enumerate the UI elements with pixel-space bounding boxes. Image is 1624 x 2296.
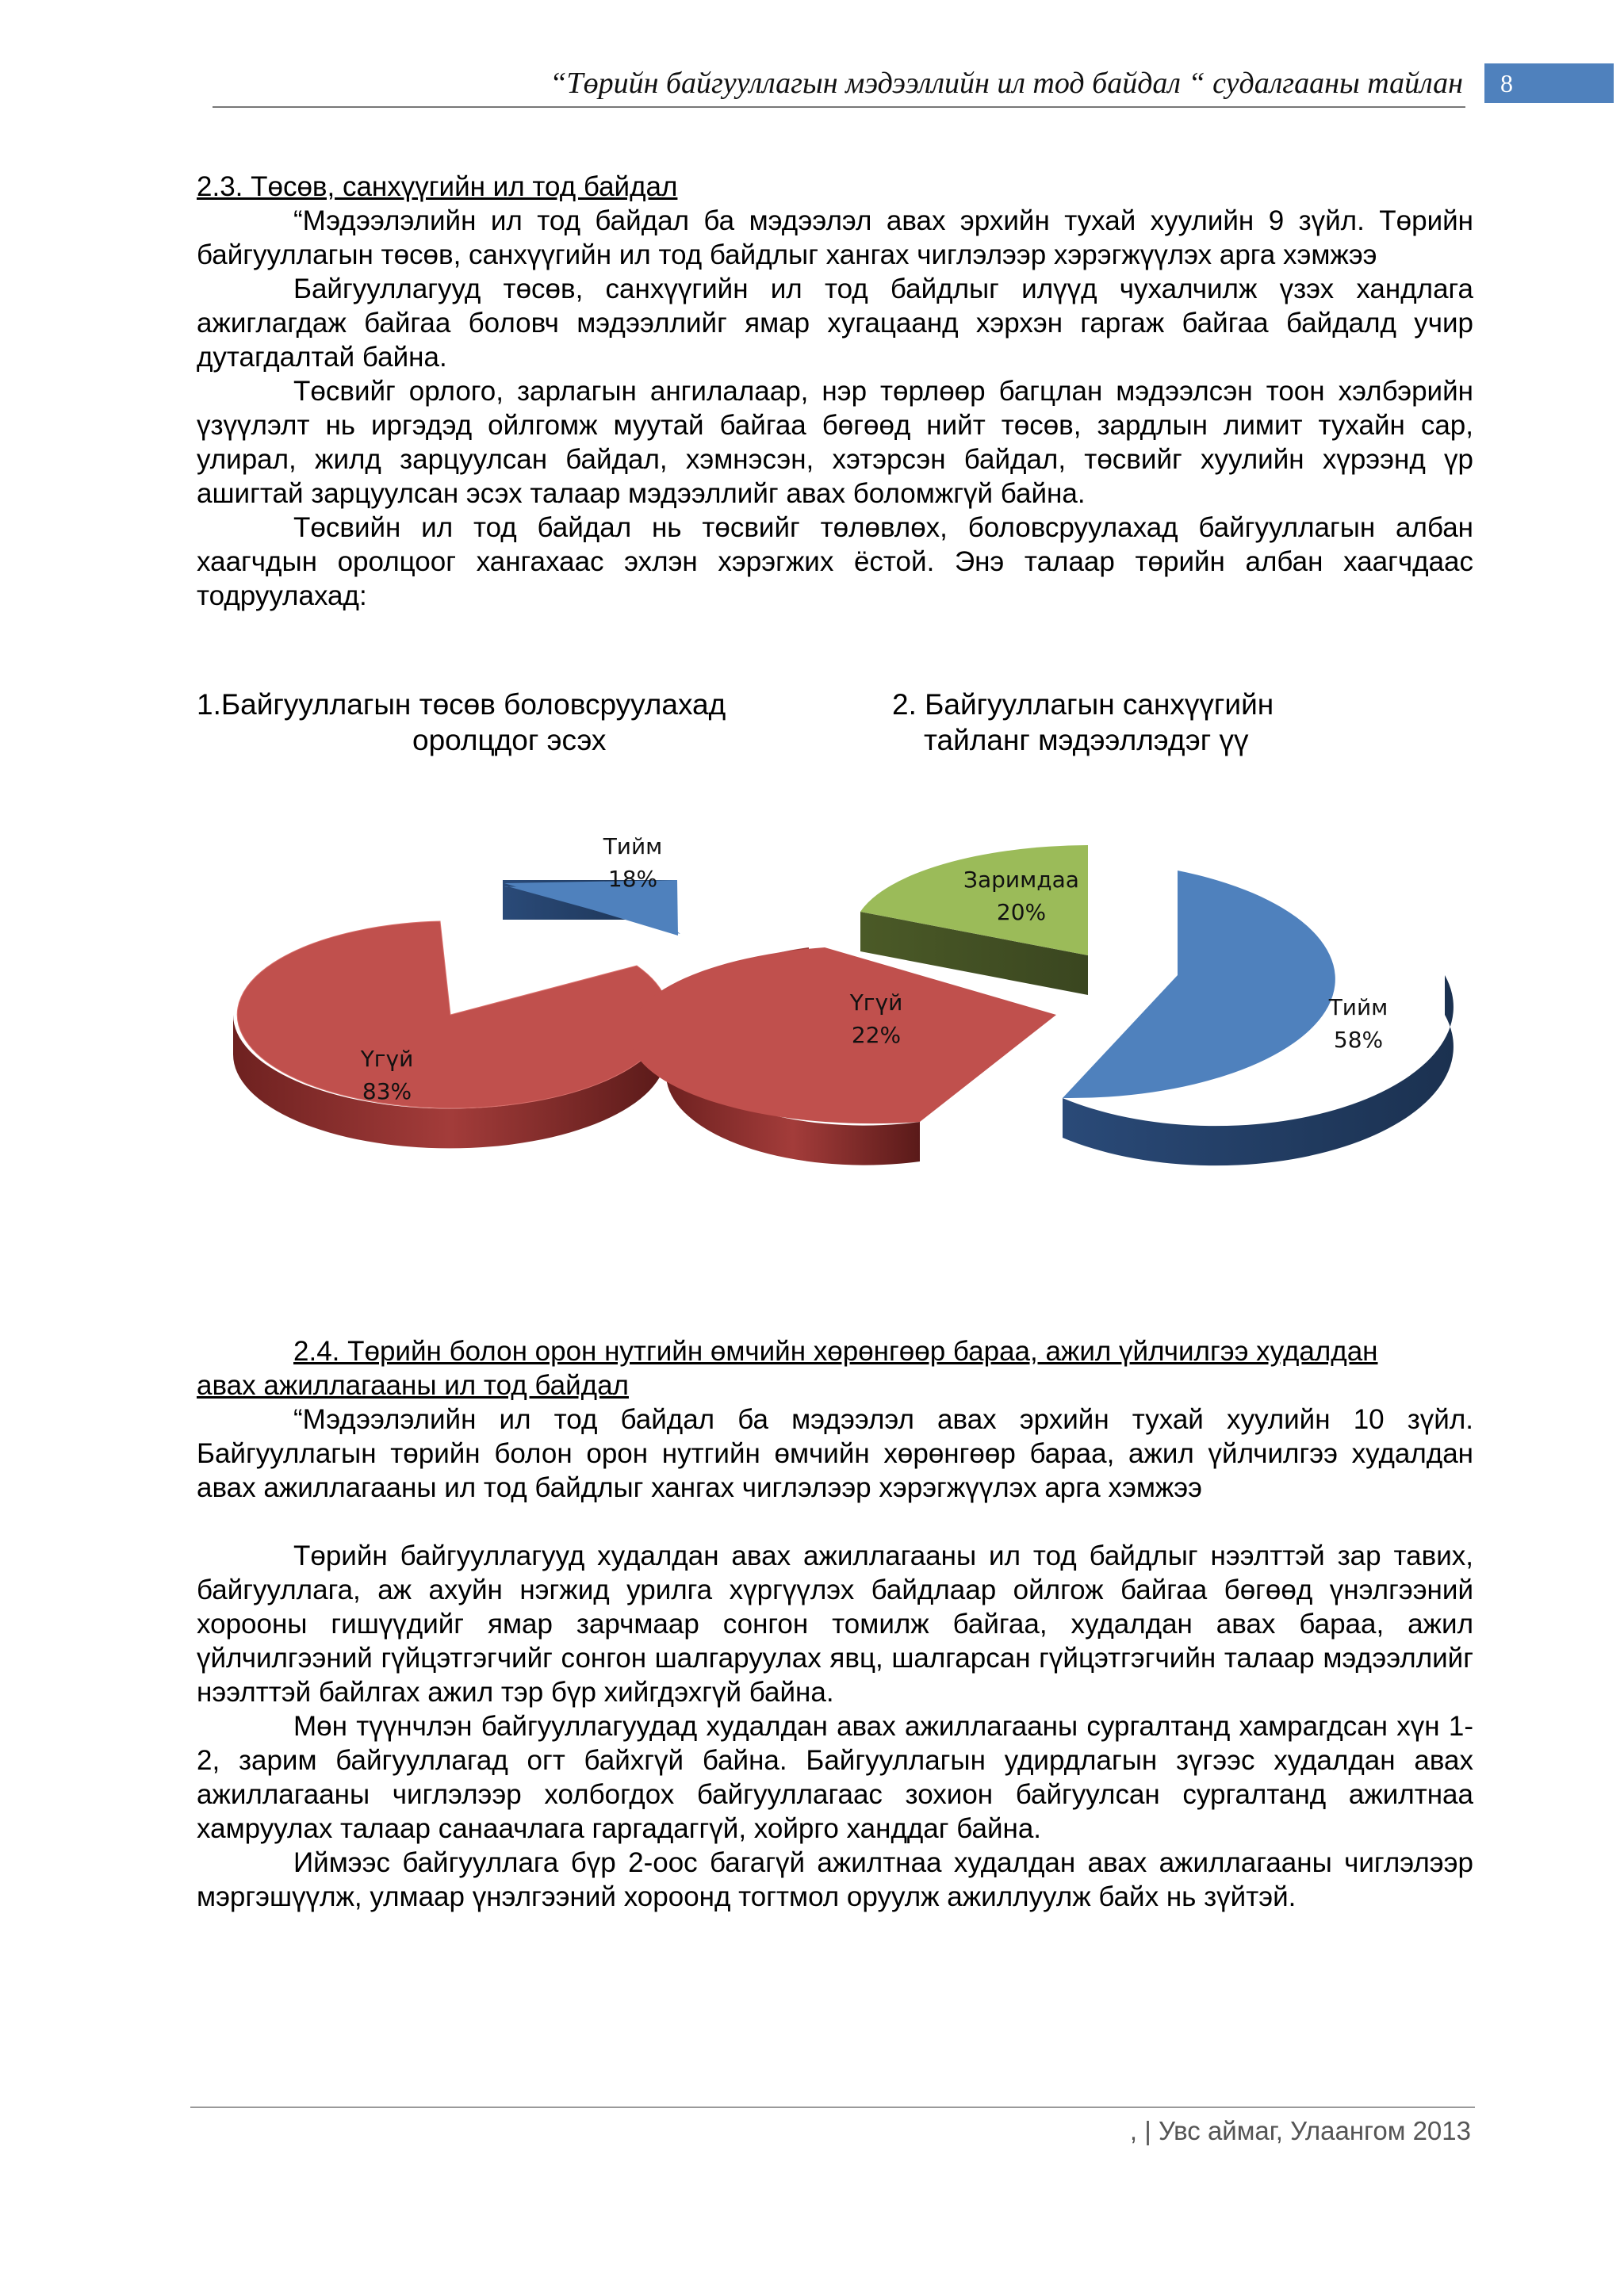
- chart2-title-line1: 2. Байгууллагын санхүүгийн: [892, 688, 1274, 721]
- value-yes: 58%: [1333, 1027, 1384, 1053]
- paragraph: Иймээс байгууллага бүр 2-оос багагүй ажилтнаа худалдан авах ажиллагааны чиглэлээр мэргэшүүлж, улмаар үнэлгээний хороонд тогтмол оруулж ажиллуулж байх нь зүйтэй.: [197, 1847, 1473, 1912]
- header-divider: [213, 106, 1465, 108]
- paragraph: Төсвийг орлого, зарлагын ангилалаар, нэр төрлөөр багцлан мэдээлсэн тоон хэлбэрийн үзүүлэлт нь иргэдэд ойлгомж муутай байгаа бөгөөд нийт төсөв, зардлын лимит тухайн сар, улирал, жилд зарцуулсан байдал, хэмнэсэн, хэтэрсэн байдал, төсвийг хуулийн хүрээнд үр ашигтай зарцуулсан эсэх талаар мэдээллийг авах боломжгүй байна.: [197, 376, 1473, 509]
- value-yes: 18%: [607, 866, 658, 892]
- label-sometimes: Заримдаа: [963, 867, 1079, 893]
- slice-blue: [1063, 871, 1335, 1098]
- paragraph: “Мэдээлэлийн ил тод байдал ба мэдээлэл авах эрхийн тухай хуулийн 10 зүйл. Байгууллагын төрийн болон орон нутгийн өмчийн хөрөнгөөр бараа, ажил үйлчилгээ худалдан авах ажиллагааны ил тод байдлыг хангах чиглэлээр хэрэгжүүлэх арга хэмжээ: [197, 1404, 1473, 1503]
- label-no: Үгүй: [849, 989, 903, 1016]
- value-sometimes: 20%: [996, 899, 1047, 925]
- spacer: [197, 1505, 1473, 1539]
- section-2-3: [197, 170, 1473, 613]
- label-no: Үгүй: [360, 1046, 414, 1072]
- paragraph: Төрийн байгууллагууд худалдан авах ажиллагааны ил тод байдлыг нээлттэй зар тавих, байгууллага, аж ахуйн нэгжид урилга хүргүүлэх байдлаар ойлгож байгаа бөгөөд үнэлгээний хорооны гишүүдийг ямар зарчмаар сонгон томилж байгаа, худалдан авах бараа, ажил үйлчилгээний гүйцэтгэгчийг сонгон шалгаруулах явц, шалгарсан гүйцэтгэгчийн талаар мэдээллийг нээлттэй байлгах ажил тэр бүр хийгдэхгүй байна.: [197, 1540, 1473, 1708]
- chart1-title-line2: оролцдог эсэх: [412, 724, 607, 756]
- value-no: 83%: [362, 1078, 412, 1104]
- value-no: 22%: [851, 1022, 902, 1048]
- label-yes: Тийм: [1328, 994, 1388, 1020]
- paragraph: Төсвийн ил тод байдал нь төсвийг төлөвлөх, боловсруулахад байгууллагын албан хаагчдын оролцоог хангахаас эхлэн хэрэгжих ёстой. Энэ талаар төрийн албан хаагчдаас тодруулахад:: [197, 512, 1473, 611]
- chart2-title: [892, 687, 1447, 758]
- paragraph: “Мэдээлэлийн ил тод байдал ба мэдээлэл авах эрхийн тухай хуулийн 9 зүйл. Төрийн байгууллагын төсөв, санхүүгийн ил тод байдлыг хангах чиглэлээр хэрэгжүүлэх арга хэмжээ: [197, 205, 1473, 270]
- chart1-title-line1: 1.Байгууллагын төсөв боловсруулахад: [197, 688, 726, 721]
- report-title: “Төрийн байгууллагын мэдээллийн ил тод байдал “ судалгааны тайлан: [550, 67, 1463, 100]
- section-heading: 2.3. Төсөв, санхүүгийн ил тод байдал: [197, 171, 678, 202]
- paragraph: Мөн түүнчлэн байгууллагуудад худалдан авах ажиллагааны сургалтанд хамрагдсан хүн 1-2, зарим байгууллагад огт байхгүй байна. Байгууллагын удирдлагын зүгээс худалдан авах ажиллагааны чиглэлээр холбогдох байгууллагаас зохион байгуулсан сургалтанд ажилтнаа хамруулах талаар санаачлага гаргадаггүй, хойрго ханддаг байна.: [197, 1711, 1473, 1844]
- chart1-title: [197, 687, 768, 758]
- pie-charts: [0, 817, 1624, 1372]
- label-yes: Тийм: [603, 833, 663, 859]
- section-heading-line1: 2.4. Төрийн болон орон нутгийн өмчийн хөрөнгөөр бараа, ажил үйлчилгээ худалдан: [293, 1336, 1378, 1367]
- slice-no: [237, 921, 668, 1108]
- chart2-title-line2: тайланг мэдээллэдэг үү: [924, 724, 1249, 756]
- page-number-badge: 8: [1484, 63, 1614, 103]
- footer-divider: [190, 2107, 1475, 2108]
- section-2-4: [197, 1334, 1473, 1914]
- pie-chart-2: [630, 845, 1454, 1165]
- footer-text: , | Увс аймаг, Улаангом 2013: [1129, 2116, 1471, 2145]
- pie-chart-1: [233, 833, 680, 1148]
- section-heading-line2: авах ажиллагааны ил тод байдал: [197, 1370, 629, 1401]
- paragraph: Байгууллагууд төсөв, санхүүгийн ил тод байдлыг илүүд чухалчилж үзэх хандлага ажиглагдаж байгаа боловч мэдээллийг ямар хугацаанд хэрхэн гаргаж байгаа байдалд учир дутагдалтай байна.: [197, 274, 1473, 373]
